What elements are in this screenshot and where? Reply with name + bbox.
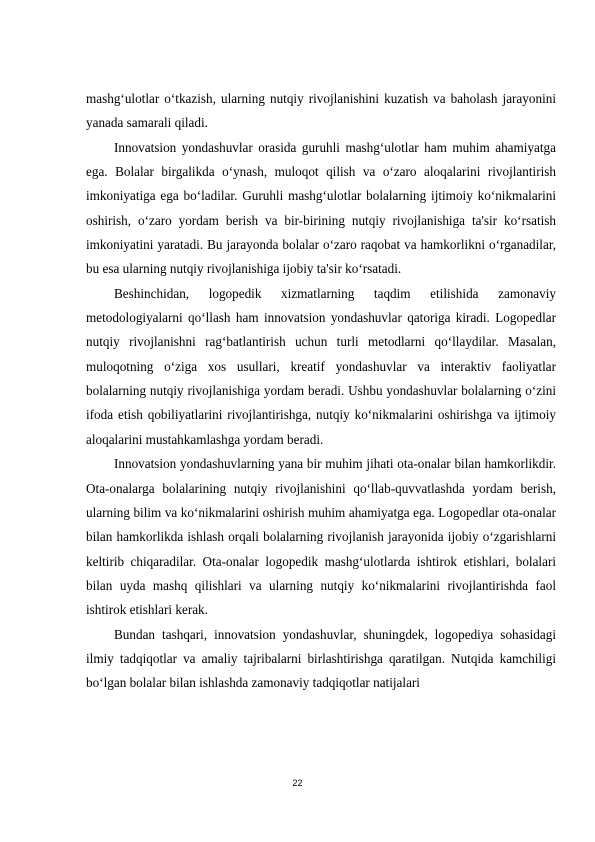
paragraph-group-sessions: Innovatsion yondashuvlar orasida guruhli mashg‘ulotlar ham muhim ahamiyatga ega. Bolalar birgalikda o‘ynash, muloqot qilish va o‘zaro aloqalarini rivojlantirish imkoniyatiga ega bo‘ladilar. Guruhli mashg‘ulotlar bolalarning ijtimoiy ko‘nikmalarini oshirish, o‘zaro yordam berish va bir-birining nutqiy rivojlanishiga ta'sir ko‘rsatish imkoniyatini yaratadi. Bu jarayonda bolalar o‘zaro raqobat va hamkorlikni o‘rganadilar, bu esa ularning nutqiy rivojlanishiga ijobiy ta'sir ko‘rsatadi.	[86, 139, 556, 277]
paragraph-methodologies: Beshinchidan, logopedik xizmatlarning taqdim etilishida zamonaviy metodologiyalarni qo‘llash ham innovatsion yondashuvlar qatoriga kiradi. Logopedlar nutqiy rivojlanishni rag‘batlantirish uchun turli metodlarni qo‘llaydilar. Masalan, muloqotning o‘ziga xos usullari, kreatif yondashuvlar va interaktiv faoliyatlar bolalarning nutqiy rivojlanishiga yordam beradi. Ushbu yondashuvlar bolalarning o‘zini ifoda etish qobiliyatlarini rivojlantirishga, nutqiy ko‘nikmalarini oshirishga va ijtimoiy aloqalarini mustahkamlashga yordam beradi.	[86, 285, 556, 447]
body-text	[86, 87, 556, 696]
page-number: 22	[292, 778, 303, 788]
paragraph-continuation: mashg‘ulotlar o‘tkazish, ularning nutqiy rivojlanishini kuzatish va baholash jarayonini yanada samarali qiladi.	[86, 91, 556, 131]
paragraph-parent-collaboration: Innovatsion yondashuvlarning yana bir muhim jihati ota-onalar bilan hamkorlikdir. Ota-onalarga bolalarining nutqiy rivojlanishini qo‘llab-quvvatlashda yordam berish, ularning bilim va ko‘nikmalarini oshirish muhim ahamiyatga ega. Logopedlar ota-onalar bilan hamkorlikda ishlash orqali bolalarning rivojlanish jarayonida ijobiy o‘zgarishlarni keltirib chiqaradilar. Ota-onalar logopedik mashg‘ulotlarda ishtirok etishlari, bolalari bilan uyda mashq qilishlari va ularning nutqiy ko‘nikmalarini rivojlantirishda faol ishtirok etishlari kerak.	[86, 456, 556, 618]
paragraph-research: Bundan tashqari, innovatsion yondashuvlar, shuningdek, logopediya sohasidagi ilmiy tadqiqotlar va amaliy tajribalarni birlashtirishga qaratilgan. Nutqida kamchiligi bo‘lgan bolalar bilan ishlashda zamonaviy tadqiqotlar natijalari	[86, 626, 556, 691]
